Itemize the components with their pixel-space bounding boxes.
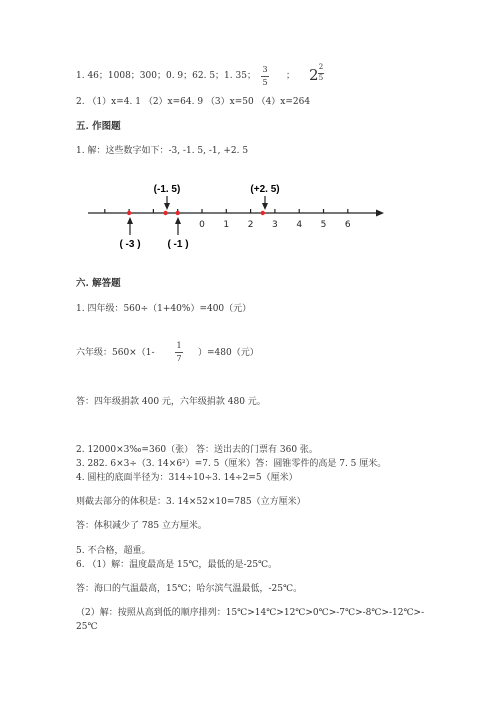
arrow-head-neg3 — [127, 217, 133, 224]
tick-label: 2 — [247, 220, 254, 230]
q1-grade6-pre: 六年级：560×（1- — [76, 348, 155, 358]
label-neg1: ( -1 ) — [167, 239, 189, 250]
q4-volume: 则截去部分的体积是：3. 14×52×10=785（立方厘米） — [76, 497, 306, 507]
marked-point — [163, 211, 167, 215]
q3-answer: 3. 282. 6×3÷（3. 14×6²）=7. 5（厘米）答：圆锥零件的高是 7. 5 厘米。 — [76, 459, 387, 469]
mixed-number-denominator: 5 — [318, 74, 324, 82]
mixed-number-whole: 2 — [309, 66, 319, 84]
axis-arrowhead — [376, 210, 384, 217]
arrow-head-pos2.5 — [262, 203, 268, 210]
arrow-head-neg1 — [175, 217, 181, 224]
label-neg1.5: (-1. 5) — [153, 184, 181, 195]
mixed-number-numerator: 2 — [318, 63, 324, 71]
q2-answer: 2. 12000×3‰=360（张） 答：送出去的门票有 360 张。 — [76, 445, 318, 455]
tick-label: 6 — [344, 220, 351, 230]
arrow-head-neg1.5 — [164, 203, 170, 210]
section-5-answer: 1. 解：这些数字如下：-3, -1. 5, -1, +2. 5 — [76, 146, 249, 156]
q1-answer: 答：四年级捐款 400 元，六年级捐款 480 元。 — [76, 397, 266, 407]
q5-answer: 5. 不合格，超重。 — [76, 546, 151, 556]
q6-part2-line1: （2）解：按照从高到低的顺序排列：15℃>14℃>12℃>0℃>-7℃>-8℃>-12℃>- — [76, 608, 425, 618]
marked-point — [127, 211, 131, 215]
fraction-numerator: 3 — [262, 65, 268, 74]
q1-grade4: 1. 四年级：560÷（1+40%）=400（元） — [76, 304, 252, 314]
fraction-denominator: 5 — [262, 78, 268, 87]
label-neg3: ( -3 ) — [119, 239, 141, 250]
q4-radius: 4. 圆柱的底面半径为：314÷10÷3. 14÷2=5（厘米） — [76, 473, 298, 483]
q1-fraction-denominator: 7 — [176, 354, 182, 363]
separator: ； — [286, 71, 296, 81]
tick-label: 3 — [272, 220, 278, 230]
tick-labels — [199, 220, 351, 230]
section-5-heading: 五. 作图题 — [76, 121, 121, 132]
tick-label: 5 — [320, 220, 327, 230]
tick-label: 1 — [223, 220, 230, 230]
q1-grade6-post: ）=480（元） — [198, 348, 259, 358]
marked-point — [261, 211, 265, 215]
answer-line-1: 1. 46；1008；300；0. 9；62. 5；1. 35； — [76, 71, 256, 81]
q6-part1: 6. （1）解：温度最高是 15℃，最低的是-25℃。 — [76, 560, 278, 570]
answer-line-2: 2. （1）x=4. 1 （2）x=64. 9 （3）x=50 （4）x=264 — [76, 97, 311, 107]
section-6-heading: 六. 解答题 — [76, 278, 121, 289]
marked-point — [176, 211, 180, 215]
q1-fraction-numerator: 1 — [176, 341, 182, 350]
q6-part2-line2: 25℃ — [76, 622, 98, 632]
q4-answer: 答：体积减少了 785 立方厘米。 — [76, 521, 207, 531]
label-pos2.5: (+2. 5) — [250, 184, 280, 195]
q6-answer: 答：海口的气温最高，15℃；哈尔滨气温最低，-25℃。 — [76, 584, 303, 594]
tick-label: 0 — [199, 220, 205, 230]
tick-label: 4 — [296, 220, 303, 230]
q1-fraction-bar — [175, 352, 183, 353]
